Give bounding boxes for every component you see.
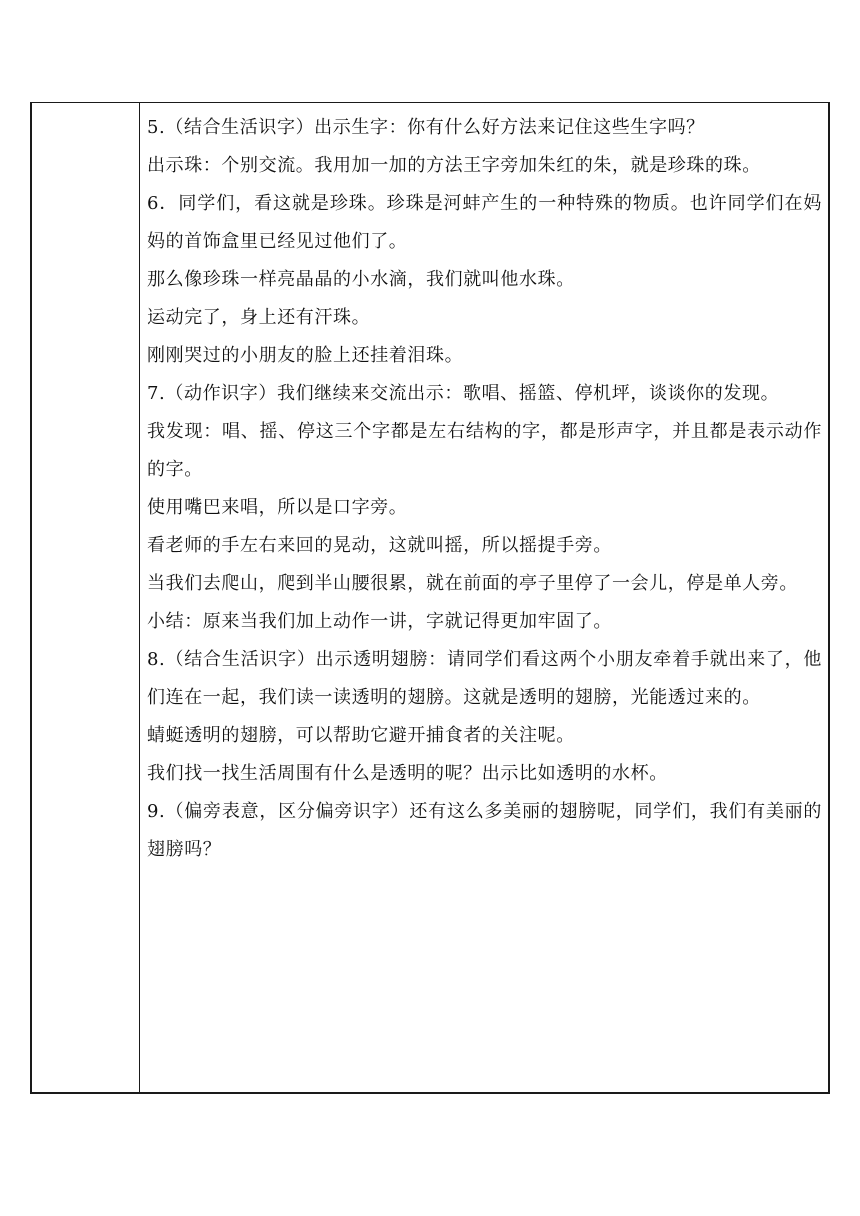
- paragraph: 小结：原来当我们加上动作一讲，字就记得更加牢固了。: [147, 611, 612, 632]
- paragraph: 8.（结合生活识字）出示透明翅膀：请同学们看这两个小朋友牵着手就出来了，他们连在一起，我们读一读透明的翅膀。这就是透明的翅膀，光能透过来的。: [147, 649, 822, 708]
- paragraph: 9.（偏旁表意，区分偏旁识字）还有这么多美丽的翅膀呢，同学们，我们有美丽的翅膀吗？: [147, 801, 822, 860]
- paragraph: 看老师的手左右来回的晃动，这就叫摇，所以摇提手旁。: [147, 535, 612, 556]
- paragraph: 当我们去爬山，爬到半山腰很累，就在前面的亭子里停了一会儿，停是单人旁。: [147, 573, 798, 594]
- paragraph: 刚刚哭过的小朋友的脸上还挂着泪珠。: [147, 345, 464, 366]
- paragraph: 我发现：唱、摇、停这三个字都是左右结构的字，都是形声字，并且都是表示动作的字。: [147, 421, 822, 480]
- paragraph: 运动完了，身上还有汗珠。: [147, 307, 371, 328]
- paragraph: 那么像珍珠一样亮晶晶的小水滴，我们就叫他水珠。: [147, 269, 575, 290]
- table-left-cell: [32, 103, 140, 1092]
- paragraph: 蜻蜓透明的翅膀，可以帮助它避开捕食者的关注呢。: [147, 725, 575, 746]
- paragraph: 5.（结合生活识字）出示生字：你有什么好方法来记住这些生字吗？: [147, 117, 705, 138]
- paragraph: 6．同学们，看这就是珍珠。珍珠是河蚌产生的一种特殊的物质。也许同学们在妈妈的首饰盒里已经见过他们了。: [147, 193, 822, 252]
- paragraph: 出示珠：个别交流。我用加一加的方法王字旁加朱红的朱，就是珍珠的珠。: [147, 155, 761, 176]
- lesson-table: [30, 102, 830, 1094]
- table-content-cell: [140, 103, 828, 1092]
- paragraph: 我们找一找生活周围有什么是透明的呢？出示比如透明的水杯。: [147, 763, 668, 784]
- paragraph: 使用嘴巴来唱，所以是口字旁。: [147, 497, 408, 518]
- paragraph: 7.（动作识字）我们继续来交流出示：歌唱、摇篮、停机坪，谈谈你的发现。: [147, 383, 780, 404]
